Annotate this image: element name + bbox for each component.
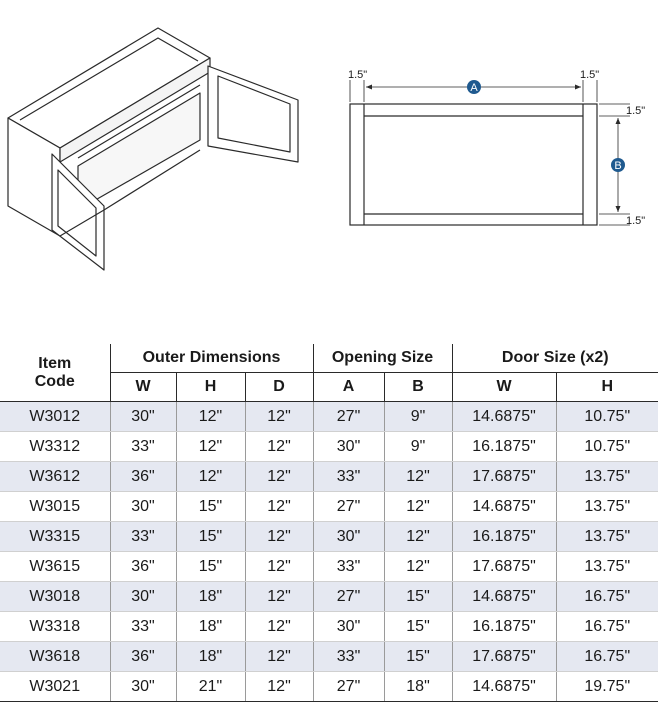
cell-door-h: 10.75" <box>556 432 658 462</box>
cell-opening-a: 33" <box>313 462 384 492</box>
header-door-size: Door Size (x2) <box>452 344 658 373</box>
table-row <box>0 462 658 492</box>
subheader-outer-d: D <box>245 373 313 402</box>
cell-door-w: 17.6875" <box>452 462 556 492</box>
cell-opening-a: 30" <box>313 522 384 552</box>
cell-outer-h: 18" <box>176 612 245 642</box>
cell-outer-h: 15" <box>176 522 245 552</box>
cell-opening-a: 30" <box>313 612 384 642</box>
table-row <box>0 642 658 672</box>
cell-outer-w: 33" <box>110 432 176 462</box>
header-item-line1: Item <box>38 354 72 372</box>
cell-outer-d: 12" <box>245 642 313 672</box>
right-door <box>208 66 298 162</box>
cell-outer-d: 12" <box>245 612 313 642</box>
cell-outer-w: 30" <box>110 492 176 522</box>
cell-door-h: 10.75" <box>556 402 658 432</box>
table-row <box>0 402 658 432</box>
cell-door-h: 13.75" <box>556 462 658 492</box>
dim-label-left: 1.5" <box>348 69 368 81</box>
cell-door-w: 16.1875" <box>452 522 556 552</box>
cell-item-code: W3012 <box>0 402 110 432</box>
cell-opening-b: 12" <box>384 552 452 582</box>
cell-opening-b: 12" <box>384 462 452 492</box>
cell-door-w: 16.1875" <box>452 612 556 642</box>
cell-door-w: 17.6875" <box>452 552 556 582</box>
cell-door-w: 14.6875" <box>452 402 556 432</box>
header-opening-size: Opening Size <box>313 344 452 373</box>
marker-b-label: B <box>614 160 622 172</box>
cabinet-illustration <box>0 20 320 280</box>
cell-outer-d: 12" <box>245 492 313 522</box>
dim-label-right: 1.5" <box>580 69 600 81</box>
cell-outer-w: 30" <box>110 582 176 612</box>
cell-door-h: 16.75" <box>556 582 658 612</box>
cell-outer-d: 12" <box>245 672 313 702</box>
dim-label-bottom: 1.5" <box>626 215 646 227</box>
cell-door-h: 16.75" <box>556 642 658 672</box>
cell-door-h: 19.75" <box>556 672 658 702</box>
subheader-door-w: W <box>452 373 556 402</box>
cell-opening-b: 12" <box>384 522 452 552</box>
cell-door-w: 14.6875" <box>452 672 556 702</box>
cell-item-code: W3312 <box>0 432 110 462</box>
cell-outer-d: 12" <box>245 522 313 552</box>
table-row <box>0 552 658 582</box>
cell-outer-d: 12" <box>245 582 313 612</box>
cell-opening-a: 27" <box>313 402 384 432</box>
cell-outer-w: 36" <box>110 552 176 582</box>
cell-item-code: W3018 <box>0 582 110 612</box>
frame-outer <box>350 104 597 225</box>
cell-item-code: W3612 <box>0 462 110 492</box>
cell-door-h: 13.75" <box>556 522 658 552</box>
subheader-opening-a: A <box>313 373 384 402</box>
cell-outer-h: 12" <box>176 462 245 492</box>
subheader-outer-h: H <box>176 373 245 402</box>
cell-outer-h: 18" <box>176 582 245 612</box>
cell-outer-w: 30" <box>110 402 176 432</box>
cell-opening-b: 18" <box>384 672 452 702</box>
table-row <box>0 582 658 612</box>
cell-item-code: W3315 <box>0 522 110 552</box>
cell-outer-w: 36" <box>110 642 176 672</box>
cell-opening-a: 27" <box>313 582 384 612</box>
table-row <box>0 672 658 702</box>
spec-table-body <box>0 402 658 702</box>
cell-opening-a: 30" <box>313 432 384 462</box>
table-row <box>0 492 658 522</box>
cell-outer-h: 12" <box>176 432 245 462</box>
dim-label-top: 1.5" <box>626 105 646 117</box>
cell-opening-a: 27" <box>313 672 384 702</box>
cell-item-code: W3618 <box>0 642 110 672</box>
cell-item-code: W3021 <box>0 672 110 702</box>
header-item-code <box>0 344 110 402</box>
cell-outer-w: 33" <box>110 612 176 642</box>
subheader-outer-w: W <box>110 373 176 402</box>
cell-opening-b: 9" <box>384 432 452 462</box>
cell-door-h: 13.75" <box>556 552 658 582</box>
cell-door-w: 14.6875" <box>452 492 556 522</box>
table-row <box>0 432 658 462</box>
cell-door-w: 17.6875" <box>452 642 556 672</box>
marker-a-label: A <box>470 82 478 94</box>
table-row <box>0 612 658 642</box>
cell-opening-b: 15" <box>384 612 452 642</box>
spec-table <box>0 344 658 702</box>
cell-outer-h: 12" <box>176 402 245 432</box>
cell-opening-a: 33" <box>313 642 384 672</box>
cell-opening-b: 15" <box>384 642 452 672</box>
cell-outer-w: 30" <box>110 672 176 702</box>
cell-door-h: 16.75" <box>556 612 658 642</box>
cell-outer-d: 12" <box>245 462 313 492</box>
cell-door-h: 13.75" <box>556 492 658 522</box>
cell-outer-h: 15" <box>176 552 245 582</box>
cell-door-w: 14.6875" <box>452 582 556 612</box>
cell-opening-a: 27" <box>313 492 384 522</box>
table-row <box>0 522 658 552</box>
cell-item-code: W3615 <box>0 552 110 582</box>
cell-outer-w: 33" <box>110 522 176 552</box>
cell-outer-d: 12" <box>245 432 313 462</box>
figure-area <box>0 0 662 330</box>
cell-outer-d: 12" <box>245 402 313 432</box>
header-item-line2: Code <box>34 372 75 390</box>
cell-item-code: W3015 <box>0 492 110 522</box>
cell-opening-b: 9" <box>384 402 452 432</box>
cell-outer-w: 36" <box>110 462 176 492</box>
cell-outer-h: 21" <box>176 672 245 702</box>
subheader-door-h: H <box>556 373 658 402</box>
header-outer-dimensions: Outer Dimensions <box>110 344 313 373</box>
subheader-opening-b: B <box>384 373 452 402</box>
cell-opening-b: 12" <box>384 492 452 522</box>
elevation-drawing <box>330 55 650 240</box>
cell-opening-b: 15" <box>384 582 452 612</box>
cell-outer-h: 18" <box>176 642 245 672</box>
cell-item-code: W3318 <box>0 612 110 642</box>
cell-outer-d: 12" <box>245 552 313 582</box>
cell-door-w: 16.1875" <box>452 432 556 462</box>
cell-opening-a: 33" <box>313 552 384 582</box>
cell-outer-h: 15" <box>176 492 245 522</box>
